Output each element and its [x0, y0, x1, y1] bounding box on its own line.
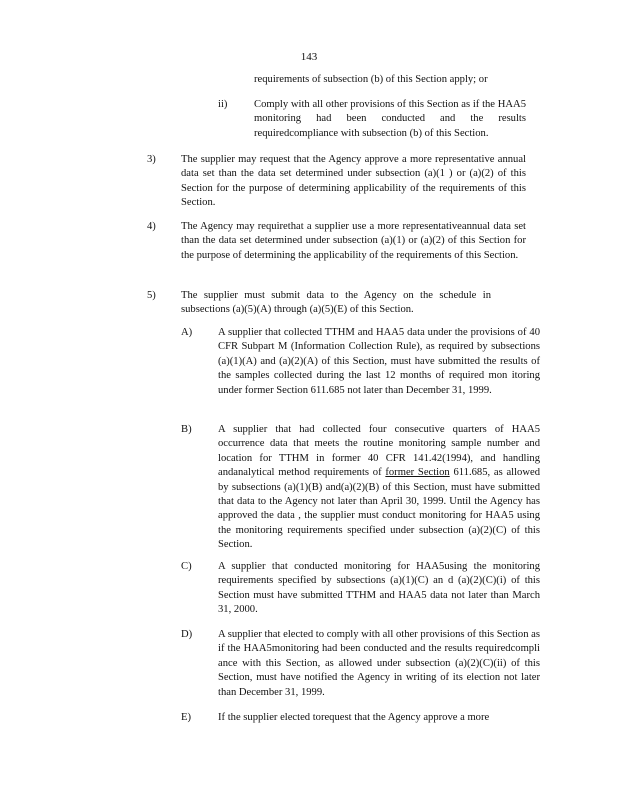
- item-5-label: 5): [147, 290, 156, 301]
- item-a-label: A): [181, 327, 193, 338]
- page-number: 143: [300, 51, 318, 63]
- item-3-text: The supplier may request that the Agency approve a more representative annual data set than the data set determined under subsection (a)(1 ) or (a)(2) of this Section for the purpose of determining applicability of the requirements of this Section.: [181, 154, 526, 209]
- item-ii-label: ii): [218, 99, 228, 110]
- fragment-top: requirements of subsection (b) of this Section apply; or: [254, 74, 488, 85]
- item-b-underlined: former Section: [385, 467, 450, 479]
- item-a-text: A supplier that collected TTHM and HAA5 data under the provisions of 40 CFR Subpart M (Information Collection Rule), as required by subsections (a)(1)(A) and (a)(2)(A) of this Section, must have submitted the results of the samples collected during the last 12 months of required mon itoring under former Section 611.685 not later than December 31, 1999.: [218, 327, 540, 396]
- item-b-text-after: 611.685, as allowed by subsections (a)(1)(B) and(a)(2)(B) of this Section, must have submitted that data to the Agency not later than April 30, 1999. Until the Agency has approved the data , the supplier must conduct monitoring for HAA5 using the monitoring requirements specified under subsection (a)(2)(C) of this Section.: [218, 467, 541, 551]
- item-d-text: A supplier that elected to comply with all other provisions of this Section as if the HAA5monitoring had been conducted and the results requiredcompli ance with this Section, as allowed under subsection (a)(2)(C)(ii) of this Section, must have notified the Agency in writing of its election not later than December 31, 1999.: [218, 629, 540, 698]
- item-3-label: 3): [147, 154, 156, 165]
- item-c-label: C): [181, 561, 192, 572]
- item-b-label: B): [181, 424, 192, 435]
- item-b-text: [218, 423, 540, 553]
- item-b-text-before: A supplier that had collected four consecutive quarters of HAA5 occurrence data that meets the routine monitoring sample number and location for TTHM in former 40 CFR 141.42(1994), and handling andanalytical method requirements of: [218, 424, 540, 479]
- item-d-label: D): [181, 629, 193, 640]
- item-4-label: 4): [147, 221, 156, 232]
- item-e-label: E): [181, 712, 191, 723]
- item-5-text: The supplier must submit data to the Agency on the schedule in subsections (a)(5)(A) through (a)(5)(E) of this Section.: [181, 290, 491, 316]
- item-e-text: If the supplier elected torequest that the Agency approve a more: [218, 712, 490, 723]
- item-c-text: A supplier that conducted monitoring for HAA5using the monitoring requirements specified by subsections (a)(1)(C) an d (a)(2)(C)(i) of this Section must have submitted TTHM and HAA5 data not later than March 31, 2000.: [218, 561, 540, 616]
- item-ii-text: Comply with all other provisions of this Section as if the HAA5 monitoring had been conducted and the results requiredcompliance with subsection (b) of this Section.: [254, 99, 526, 139]
- item-4-text: The Agency may requirethat a supplier use a more representativeannual data set than the data set determined under subsection (a)(1) or (a)(2) of this Section for the purpose of determining the applicability of the requirements of this Section.: [181, 221, 526, 261]
